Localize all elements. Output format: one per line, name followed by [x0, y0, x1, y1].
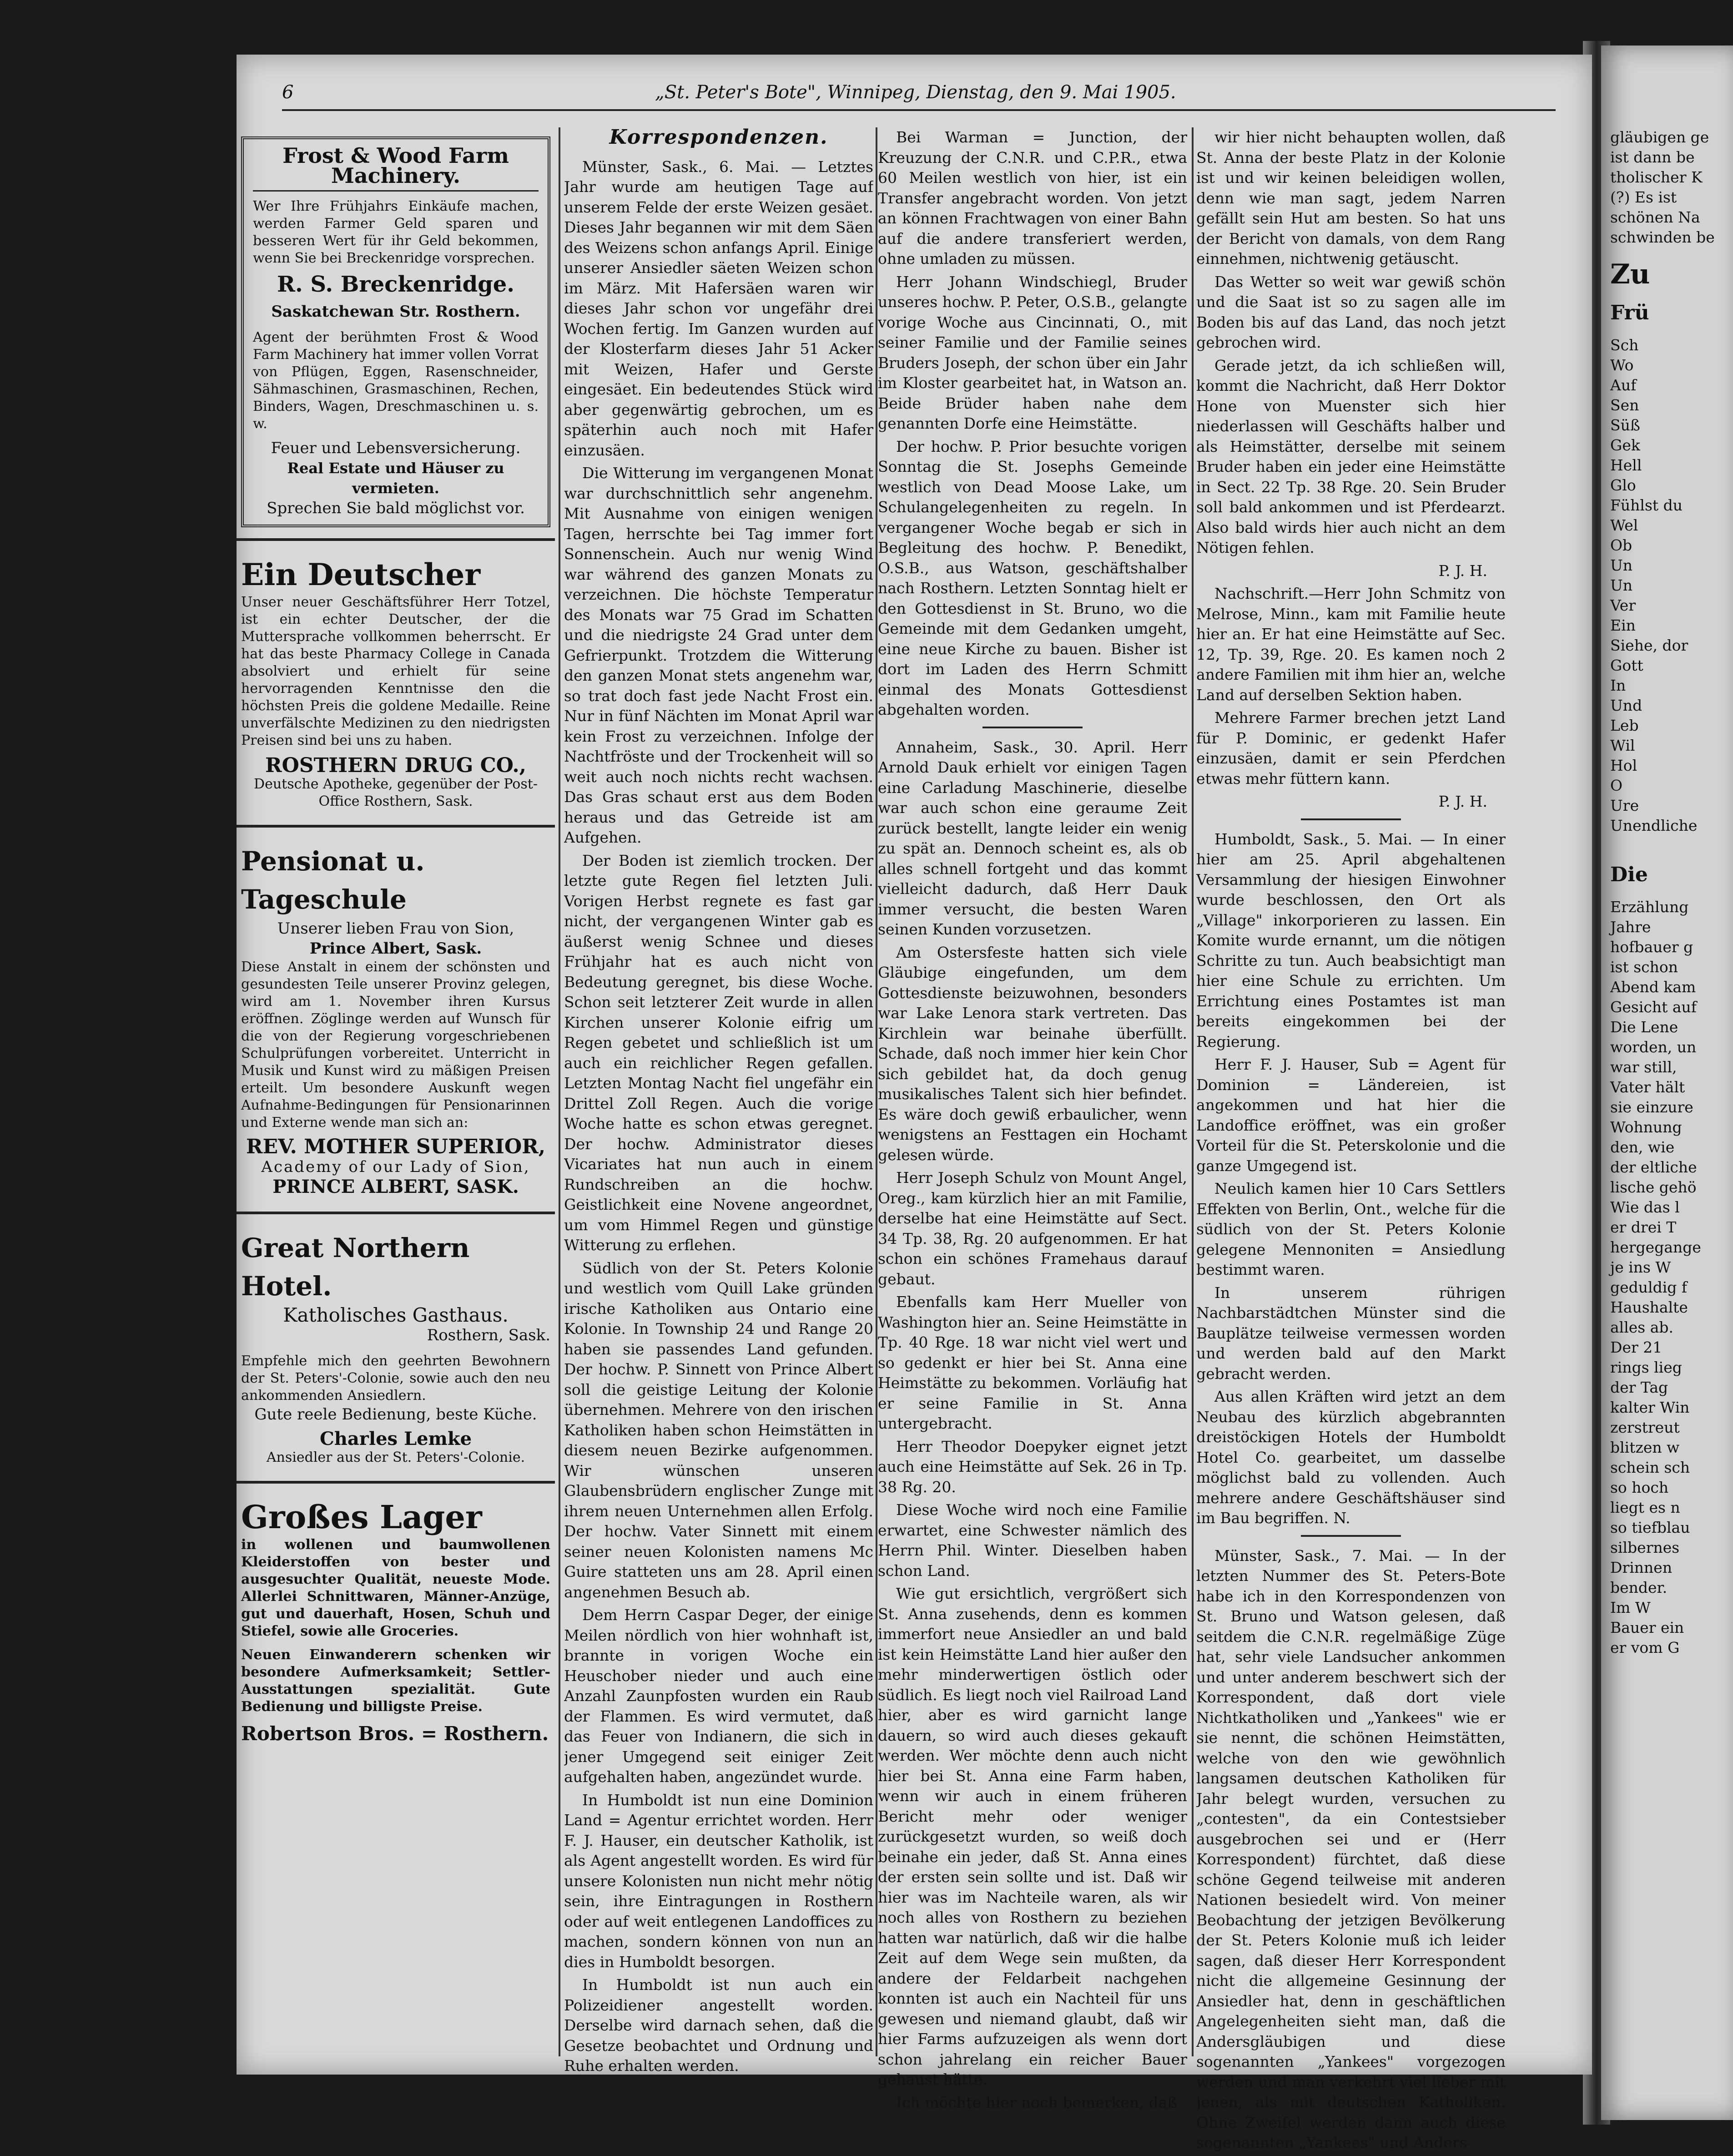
- facing-page-line: Die Lene: [1610, 1018, 1678, 1036]
- facing-page-line: Sch: [1610, 336, 1639, 354]
- page-number: 6: [282, 82, 294, 103]
- article-paragraph: Am Ostersfeste hatten sich viele Gläubige eingefunden, um dem Gottesdienste beizuwohnen, besonders war Lake Lenora stark vertreten. Das Kirchlein war beinahe überfüllt. Schade, daß noch immer hier kein Chor sich gebildet hat, da doch genug musikalisches Talent sich hier befindet. Es wäre doch gewiß erbaulicher, wenn wenigstens an Festtagen ein Hochamt gelesen würde.: [878, 943, 1187, 1164]
- ad-title: Great Northern Hotel.: [241, 1232, 470, 1302]
- facing-page-line: kalter Win: [1610, 1399, 1690, 1416]
- article-paragraph: Neulich kamen hier 10 Cars Settlers Effekten von Berlin, Ont., welche für die südlich von der St. Peters Kolonie gelegene Mennoniten = Ansiedlung bestimmt waren.: [1196, 1180, 1506, 1278]
- ad-divider: [237, 1212, 555, 1214]
- ad-title: Ein Deutscher: [241, 557, 481, 592]
- facing-page-line: Drinnen: [1610, 1559, 1673, 1576]
- ad-divider: [237, 1481, 555, 1484]
- facing-page-line: tholischer K: [1610, 168, 1703, 186]
- facing-page-heading: Zu: [1610, 258, 1650, 290]
- facing-page-line: alles ab.: [1610, 1318, 1674, 1336]
- facing-page-line: Und: [1610, 697, 1642, 714]
- article-paragraph: Herr F. J. Hauser, Sub = Agent für Dominion = Ländereien, ist angekommen und hat hier die Landoffice eröffnet, was ein großer Vorteil für die St. Peterskolonie und die ganze Umgegend ist.: [1196, 1055, 1506, 1175]
- facing-page-line: er vom G: [1610, 1639, 1680, 1656]
- newspaper-page: [237, 55, 1592, 2151]
- article-paragraph: Aus allen Kräften wird jetzt an dem Neubau des kürzlich abgebrannten dreistöckigen Hotels der Humboldt Hotel Co. gearbeitet, um dasselbe möglichst bald zu vollenden. Auch mehrere andere Geschäftshäuser sind im Bau begriffen. N.: [1196, 1388, 1506, 1527]
- facing-page-line: er drei T: [1610, 1218, 1677, 1236]
- article-paragraph: Das Wetter so weit war gewiß schön und die Saat ist so zu sagen alle im Boden bis auf das Land, das noch jetzt gebrochen wird.: [1196, 273, 1506, 351]
- facing-page-line: Ure: [1610, 797, 1639, 814]
- facing-page-line: Jahre: [1610, 918, 1651, 936]
- ad-title: Großes Lager: [241, 1498, 482, 1536]
- facing-page-line: der eltliche: [1610, 1158, 1697, 1176]
- ad-place: Rosthern, Sask.: [427, 1326, 550, 1344]
- article-paragraph: Südlich von der St. Peters Kolonie und westlich vom Quill Lake gründen irische Katholiken aus Ontario eine Kolonie. In Township 24 und Range 20 haben sie passendes Land gefunden. Der hochw. P. Sinnett von Prince Albert soll die geistige Leitung der Kolonie übernehmen. Mehrere von den irischen Katholiken haben schon Heimstätten in diesem neuen Bezirke aufgenommen. Wir wünschen unseren Glaubensbrüdern englischer Zunge mit ihrem neuen Unternehmen allen Erfolg. Der hochw. Vater Sinnett mit einem seiner neuen Kolonisten namens Mc Guire statteten uns am 28. April einen angenehmen Besuch ab.: [564, 1259, 873, 1601]
- ad-text: Gute reele Bedienung, beste Küche.: [254, 1405, 537, 1424]
- article-divider: [982, 727, 1083, 728]
- ad-address: Saskatchewan Str. Rosthern.: [271, 303, 520, 321]
- article-divider: [1301, 818, 1401, 820]
- article-paragraph: Der hochw. P. Prior besuchte vorigen Sonntag die St. Josephs Gemeinde westlich von Dead Moose Lake, um Schulangelegenheiten zu regeln. In vergangener Woche begab er sich in Begleitung des hochw. P. Benedikt, O.S.B., aus Watson, geschäftshalber nach Rosthern. Letzten Sonntag hielt er den Gottesdienst in St. Bruno, wo die Gemeinde mit dem Gedanken umgeht, eine neue Kirche zu bauen. Bisher ist dort im Laden des Herrn Schmitt einmal des Monats Gottesdienst abgehalten worden.: [878, 437, 1187, 718]
- article-paragraph: Dem Herrn Caspar Deger, der einige Meilen nördlich von hier wohnhaft ist, brannte in vorigen Woche ein Heuschober nieder und auch eine Anzahl Zaunpfosten wurden ein Raub der Flammen. Es wird vermutet, daß das Feuer von Indianern, die sich in jener Umgegend seit einiger Zeit aufgehalten haben, angezündet wurde.: [564, 1606, 873, 1786]
- ad-contact: REV. MOTHER SUPERIOR,: [246, 1135, 546, 1158]
- facing-page-story-heading: Die: [1610, 863, 1648, 886]
- facing-page-line: Hell: [1610, 456, 1642, 474]
- ad-pensionat: [237, 838, 555, 1201]
- ad-subtitle: Unserer lieben Frau von Sion,: [277, 919, 514, 938]
- ad-subtitle: Katholisches Gasthaus.: [283, 1304, 509, 1326]
- article-paragraph: Bei Warman = Junction, der Kreuzung der C.N.R. und C.P.R., etwa 60 Meilen westlich von hier, ist ein Transfer angebracht worden. Von jetzt an können Frachtwagen von einer Bahn auf die andere transferiert werden, ohne umladen zu müssen.: [878, 128, 1187, 268]
- facing-page-line: In: [1610, 677, 1626, 694]
- ad-text: PRINCE ALBERT, SASK.: [272, 1176, 519, 1197]
- article-paragraph: Nachschrift.—Herr John Schmitz von Melrose, Minn., kam mit Familie heute hier an. Er hat eine Heimstätte auf Sec. 12, Tp. 39, Rge. 20. Es kamen noch 2 andere Familien mit ihm hier an, welche Land auf derselben Sektion haben.: [1196, 585, 1506, 704]
- masthead-line: „St. Peter's Bote", Winnipeg, Dienstag, den 9. Mai 1905.: [655, 82, 1176, 103]
- facing-page-line: der Tag: [1610, 1378, 1668, 1396]
- facing-page-poem: [1601, 335, 1733, 836]
- ad-company: Robertson Bros. = Rosthern.: [241, 1722, 549, 1745]
- facing-page-line: Wo: [1610, 356, 1634, 374]
- article-column-3: [878, 127, 1187, 2116]
- facing-page-line: schönen Na: [1610, 208, 1700, 226]
- ad-text: in wollenen und baumwollenen Kleiderstoffen von bester und ausgesuchter Qualität, neueste Mode. Allerlei Schnittwaren, Männer-Anzüge, gut und dauerhaft, Hosen, Schuh und Stiefel, sowie alle Groceries.: [241, 1537, 550, 1639]
- article-paragraph: In unserem rührigen Nachbarstädtchen Münster sind die Bauplätze teilweise vermessen worden und werden bald auf den Markt gebracht werden.: [1196, 1283, 1506, 1383]
- facing-page-line: hofbauer g: [1610, 938, 1693, 956]
- facing-page-line: Im W: [1610, 1599, 1651, 1616]
- ad-name: R. S. Breckenridge.: [277, 272, 514, 297]
- ad-deutscher: [237, 552, 555, 814]
- ad-title: Frost & Wood Farm Machinery.: [253, 146, 539, 192]
- facing-page-line: ist dann be: [1610, 148, 1695, 166]
- facing-page-line: Auf: [1610, 376, 1637, 394]
- facing-page-line: Süß: [1610, 416, 1640, 434]
- facing-page-line: O: [1610, 777, 1623, 794]
- ad-text: Sprechen Sie bald möglichst vor.: [267, 499, 525, 517]
- ad-text: Feuer und Lebensversicherung.: [271, 439, 521, 457]
- facing-page-line: lische gehö: [1610, 1178, 1697, 1196]
- facing-page-line: Wil: [1610, 737, 1635, 754]
- facing-page-line: Ver: [1610, 596, 1636, 614]
- facing-page-line: Bauer ein: [1610, 1619, 1684, 1636]
- facing-page-line: so tiefblau: [1610, 1519, 1690, 1536]
- article-paragraph: Ebenfalls kam Herr Mueller von Washington hier an. Seine Heimstätte in Tp. 40 Rge. 18 war nicht viel wert und so gedenkt er hier bei St. Anna eine Heimstätte zu bekommen. Vorläufig hat er seine Familie in St. Anna untergebracht.: [878, 1293, 1187, 1432]
- ad-frost-wood: [241, 136, 550, 527]
- facing-page-line: Haushalte: [1610, 1298, 1688, 1316]
- article-text: [564, 157, 873, 2076]
- ad-owner: Charles Lemke: [319, 1428, 472, 1449]
- facing-page-line: blitzen w: [1610, 1439, 1680, 1456]
- ad-company: ROSTHERN DRUG CO.,: [265, 754, 527, 777]
- ad-divider: [237, 538, 555, 541]
- article-divider: [1301, 1535, 1401, 1537]
- facing-page-line: Wohnung: [1610, 1118, 1682, 1136]
- facing-page-line: Leb: [1610, 717, 1639, 734]
- article-paragraph: Gerade jetzt, da ich schließen will, kommt die Nachricht, daß Herr Doktor Hone von Muenster sich hier niederlassen will Geschäfts halber und als Heimstätter, derselbe mit seinem Bruder haben ein jeder eine Heimstätte in Sect. 22 Tp. 38 Rge. 20. Sein Bruder soll bald ankommen und ist Pferdearzt. Also bald wirds hier auch nicht an dem Nötigen fehlen.: [1196, 356, 1506, 556]
- facing-page-line: sie einzure: [1610, 1098, 1693, 1116]
- article-paragraph: Die Witterung im vergangenen Monat war durchschnittlich sehr angenehm. Mit Ausnahme von einigen wenigen Tagen, herrschte bei Tag immer fort Sonnenschein. Auch nur wenig Wind war während des ganzen Monats zu verzeichnen. Die höchste Temperatur des Monats war 75 Grad im Schatten und die niedrigste 24 Grad unter dem Gefrierpunkt. Trotzdem die Witterung den ganzen Monat stets angenehm war, so trat doch fast jede Nacht Frost ein. Nur in fünf Nächten im Monat April war kein Frost zu verzeichnen. Infolge der Nachtfröste und der Trockenheit will so weit auch noch nichts recht wachsen. Das Gras schaut erst aus dem Boden heraus und das Getreide ist am Aufgehen.: [564, 464, 873, 846]
- article-column-2: [564, 127, 873, 2079]
- article-paragraph: wir hier nicht behaupten wollen, daß St. Anna der beste Platz in der Kolonie ist und wir keinen beleidigen wollen, denn wie man sagt, jedem Narren gefällt sein Hut am besten. So hat uns der Bericht von damals, von dem Rang einnehmen, nichtwenig getäuscht.: [1196, 128, 1506, 268]
- ad-lager: [237, 1495, 555, 1747]
- facing-page-text-top: [1601, 127, 1733, 247]
- article-paragraph: Der Boden ist ziemlich trocken. Der letzte gute Regen fiel letzten Juli. Vorigen Herbst regnete es fast gar nicht, der vergangenen Winter gab es äußerst wenig Schnee und dieses Frühjahr hat es auch nicht von Bedeutung geregnet, bis diese Woche. Schon seit letzterer Zeit wurde in allen Kirchen unserer Kolonie eifrig um Regen gebetet und schließlich ist um auch ein reichlicher Regen gefallen. Letzten Montag Nacht fiel ungefähr ein Drittel Zoll Regen. Auch die vorige Woche hatte es schon etwas geregnet. Der hochw. Administrator dieses Vicariates hat nun auch in einem Rundschreiben an die hochw. Geistlichkeit eine Novene angeordnet, um vom Himmel Regen und günstige Witterung zu erflehen.: [564, 851, 873, 1254]
- facing-page-story: [1601, 897, 1733, 1658]
- ad-divider: [237, 825, 555, 828]
- facing-page-line: gläubigen ge: [1610, 128, 1709, 146]
- facing-page-line: Wel: [1610, 516, 1638, 534]
- facing-page-line: Unendliche: [1610, 817, 1698, 834]
- facing-page-line: Abend kam: [1610, 978, 1696, 996]
- article-paragraph: Herr Joseph Schulz von Mount Angel, Oreg., kam kürzlich hier an mit Familie, derselbe hat eine Heimstätte auf Sect. 34 Tp. 38, Rg. 20 aufgenommen. Er hat schon ein schönes Framehaus darauf gebaut.: [878, 1169, 1187, 1288]
- article-paragraph: In Humboldt ist nun auch ein Polizeidiener angestellt worden. Derselbe wird darnach sehen, daß die Gesetze beobachtet und Ordnung und Ruhe erhalten werden.: [564, 1976, 873, 2075]
- facing-page-line: so hoch: [1610, 1479, 1669, 1496]
- facing-page-line: Un: [1610, 556, 1633, 574]
- facing-page: [1601, 45, 1733, 2120]
- ad-text: Real Estate und Häuser zu vermieten.: [287, 459, 504, 497]
- facing-page-line: bender.: [1610, 1579, 1668, 1596]
- facing-page-line: (?) Es ist: [1610, 188, 1677, 206]
- facing-page-line: Wie das l: [1610, 1198, 1680, 1216]
- article-paragraph: Münster, Sask., 7. Mai. — In der letzten Nummer des St. Peters-Bote habe ich in den Korrespondenzen von St. Bruno und Watson gelesen, daß seitdem die C.N.R. regelmäßige Züge hat, sehr viele Landsucher ankommen und unter anderem beschwert sich der Korrespondent, daß dort viele Nichtkatholiken und „Yankees" wie er sie nennt, die schönen Heimstätten, welche von den wie gewöhnlich langsamen deutschen Katholiken für Jahr belegt wurden, versuchen zu „contesten", da ein Contestsieber ausgebrochen sei und er (Herr Korrespondent) fürchtet, daß diese schöne Gegend teilweise mit anderen Nationen besiedelt wird. Von meiner Beobachtung der jetzigen Bevölkerung der St. Peters Kolonie muß ich leider sagen, daß dieser Herr Korrespondent nicht die allgemeine Gesinnung der Ansiedler hat, denn in geschäftlichen Angelegenheiten sieht man, daß die Andersgläubigen und diese sogenannten „Yankees" vorgezogen werden und man verkehrt viel lieber mit jenen, als mit deutschen Katholiken. Ohne Zweifel werden dann auch diese sogenannten „Yankees" und Anders-: [1196, 1546, 1506, 2151]
- article-paragraph: P. J. H.: [1438, 561, 1487, 580]
- facing-page-line: Gek: [1610, 436, 1640, 454]
- facing-page-line: zerstreut: [1610, 1419, 1680, 1436]
- article-paragraph: Annaheim, Sask., 30. April. Herr Arnold Dauk erhielt vor einigen Tagen eine Carladung Maschinerie, dieselbe war auch schon eine geraume Zeit zurück bestellt, langte leider ein wenig zu spät an. Dennoch scheint es, als ob alles schnell fortgeht und das kommt vielleicht dadurch, daß Herr Dauk immer versucht, die besten Waren seinen Kunden vorzusetzen.: [878, 738, 1187, 938]
- ad-text: Wer Ihre Frühjahrs Einkäufe machen, werden Farmer Geld sparen und besseren Wert für ihr Geld bekommen, wenn Sie bei Breckenridge vorsprechen.: [253, 198, 539, 266]
- ad-text: Agent der berühmten Frost & Wood Farm Machinery hat immer vollen Vorrat von Pflügen, Eggen, Rasenschneider, Sähmaschinen, Grasmaschinen, Rechen, Binders, Wagen, Dreschmaschinen u. s. w.: [253, 329, 539, 432]
- article-paragraph: Humboldt, Sask., 5. Mai. — In einer hier am 25. April abgehaltenen Versammlung der hiesigen Einwohner wurde beschlossen, den Ort als „Village" inkorporieren zu lassen. Ein Komite wurde ernannt, um die nötigen Schritte zu tun. Auch beabsichtigt man hier eine Schule zu errichten. Um Errichtung eines Postamtes ist man bereits eingekommen bei der Regierung.: [1196, 830, 1506, 1050]
- header-rule: [282, 109, 1556, 111]
- facing-page-line: war still,: [1610, 1058, 1677, 1076]
- facing-page-line: geduldig f: [1610, 1278, 1688, 1296]
- article-text: [1196, 127, 1506, 2153]
- ad-text: Empfehle mich den geehrten Bewohnern der St. Peters'-Colonie, sowie auch den neu ankommenden Ansiedlern.: [241, 1353, 550, 1404]
- section-heading: Korrespondenzen.: [609, 127, 828, 149]
- facing-page-line: Ob: [1610, 536, 1632, 554]
- facing-page-line: Glo: [1610, 476, 1636, 494]
- facing-page-line: Gesicht auf: [1610, 998, 1697, 1016]
- article-paragraph: Herr Theodor Doepyker eignet jetzt auch eine Heimstätte auf Sek. 26 in Tp. 38 Rg. 20.: [878, 1437, 1187, 1496]
- article-paragraph: In Humboldt ist nun eine Dominion Land = Agentur errichtet worden. Herr F. J. Hauser, ein deutscher Katholik, ist als Agent angestellt worden. Es wird für unsere Kolonisten nun nicht mehr nötig sein, ihre Eintragungen in Rosthern oder auf weit entlegenen Landoffices zu machen, sondern können von nun an dies in Humboldt besorgen.: [564, 1791, 873, 1971]
- article-text: [878, 127, 1187, 2113]
- ad-text: Diese Anstalt in einem der schönsten und gesundesten Teile unserer Provinz gelegen, wird am 1. November ihren Kursus eröffnen. Zöglinge werden auf Wunsch für die von der Regierung vorgeschriebenen Schulprüfungen vorbereitet. Unterricht in Musik und Kunst wird zu mäßigen Preisen erteilt. Um besondere Auskunft wegen Aufnahme-Bedingungen für Pensionarinnen und Externe wende man sich an:: [241, 959, 550, 1131]
- facing-page-line: je ins W: [1610, 1258, 1671, 1276]
- facing-page-line: Ein: [1610, 616, 1636, 634]
- facing-page-line: schein sch: [1610, 1459, 1690, 1476]
- column-rule: [559, 127, 560, 2056]
- ad-hotel: [237, 1225, 555, 1470]
- ad-title: Pensionat u. Tageschule: [241, 846, 425, 915]
- facing-page-line: den, wie: [1610, 1138, 1675, 1156]
- ad-address: Deutsche Apotheke, gegenüber der Post-Office Rosthern, Sask.: [254, 776, 538, 809]
- facing-page-line: schwinden be: [1610, 228, 1715, 246]
- facing-page-subheading: Frü: [1610, 301, 1649, 324]
- facing-page-line: liegt es n: [1610, 1499, 1680, 1516]
- article-column-4: [1196, 127, 1506, 2156]
- page-header: [255, 77, 1574, 109]
- article-paragraph: Wie gut ersichtlich, vergrößert sich St. Anna zusehends, denn es kommen immerfort neue Ansiedler an und bald ist kein Heimstätte Land hier außer den mehr minderwertigen östlich oder südlich. Es liegt noch viel Railroad Land hier, aber es wird garnicht lange dauern, so wird auch dieses gekauft werden. Wer möchte denn auch nicht hier bei St. Anna eine Farm haben, wenn wir auch in einem früheren Bericht mehr oder weniger zurückgesetzt wurden, so weiß doch beinahe ein jeder, daß St. Anna eines der ersten sein sollte und ist. Daß wir hier was im Nachteile waren, als wir noch alles von Rosthern zu beziehen hatten war natürlich, daß wir die halbe Zeit auf dem Wege sein mußten, da andere der Feldarbeit nachgehen konnten ist auch ein Nachteil für uns gewesen und niemand glaubt, daß wir hier Farms aufzuzeigen als wenn dort schon jahrelang ein reicher Bauer gehaust hätte.: [878, 1585, 1187, 2088]
- facing-page-line: rings lieg: [1610, 1358, 1682, 1376]
- article-paragraph: Münster, Sask., 6. Mai. — Letztes Jahr wurde am heutigen Tage auf unserem Felde der erste Weizen gesäet. Dieses Jahr begannen wir mit dem Säen des Weizens schon anfangs April. Einige unserer Ansiedler säeten Weizen schon im März. Mit Hafersäen waren wir dieses Jahr schon vor ungefähr drei Wochen fertig. Im Ganzen wurden auf der Klosterfarm dieses Jahr 51 Acker mit Weizen, Hafer und Gerste eingesäet. Ein bedeutendes Stück wird aber gegenwärtig gebrochen, um es späterhin auch noch mit Hafer einzusäen.: [564, 157, 873, 459]
- facing-page-line: Siehe, dor: [1610, 636, 1688, 654]
- facing-page-line: Der 21: [1610, 1338, 1662, 1356]
- facing-page-line: ist schon: [1610, 958, 1678, 976]
- facing-page-line: Un: [1610, 576, 1633, 594]
- ads-column: [237, 127, 555, 1747]
- facing-page-line: Erzählung: [1610, 898, 1689, 916]
- facing-page-line: silbernes: [1610, 1539, 1680, 1556]
- facing-page-line: worden, un: [1610, 1038, 1697, 1056]
- facing-page-line: Gott: [1610, 656, 1643, 674]
- ad-text: Academy of our Lady of Sion,: [261, 1158, 530, 1176]
- article-paragraph: Diese Woche wird noch eine Familie erwartet, eine Schwester nämlich des Herrn Phil. Winter. Dieselben haben schon Land.: [878, 1501, 1187, 1580]
- facing-page-line: Fühlst du: [1610, 496, 1683, 514]
- facing-page-line: Sen: [1610, 396, 1639, 414]
- facing-page-line: Vater hält: [1610, 1078, 1685, 1096]
- facing-page-line: hergegange: [1610, 1238, 1701, 1256]
- column-rule: [876, 127, 877, 2056]
- article-paragraph: Mehrere Farmer brechen jetzt Land für P. Dominic, er gedenkt Hafer einzusäen, damit er sein Pferdchen etwas mehr füttern kann.: [1196, 709, 1506, 788]
- article-paragraph: P. J. H.: [1438, 793, 1487, 810]
- article-paragraph: Herr Johann Windschiegl, Bruder unseres hochw. P. Peter, O.S.B., gelangte vorige Woche aus Cincinnati, O., mit seiner Familie und der Familie seines Bruders Joseph, der schon über ein Jahr im Kloster gearbeitet hat, in Watson an. Beide Brüder haben nahe dem genannten Dorfe eine Heimstätte.: [878, 273, 1187, 432]
- column-rule: [1192, 127, 1194, 2056]
- facing-page-line: Hol: [1610, 757, 1637, 774]
- ad-place: Prince Albert, Sask.: [309, 939, 482, 958]
- ad-text: Neuen Einwanderern schenken wir besondere Aufmerksamkeit; Settler-Ausstattungen spezialität. Gute Bedienung und billigste Preise.: [241, 1647, 550, 1715]
- article-paragraph: Ich möchte hier noch bemerken, daß: [896, 2093, 1178, 2111]
- ad-text: Ansiedler aus der St. Peters'-Colonie.: [266, 1449, 525, 1465]
- ad-text: Unser neuer Geschäftsführer Herr Totzel, ist ein echter Deutscher, der die Muttersprache vollkommen beherrscht. Er hat das beste Pharmacy College in Canada absolviert und erhielt für seine hervorragenden Kenntnisse den die höchsten Preis die goldene Medaille. Reine unverfälschte Medizinen zu den niedrigsten Preisen sind bei uns zu haben.: [241, 594, 550, 748]
